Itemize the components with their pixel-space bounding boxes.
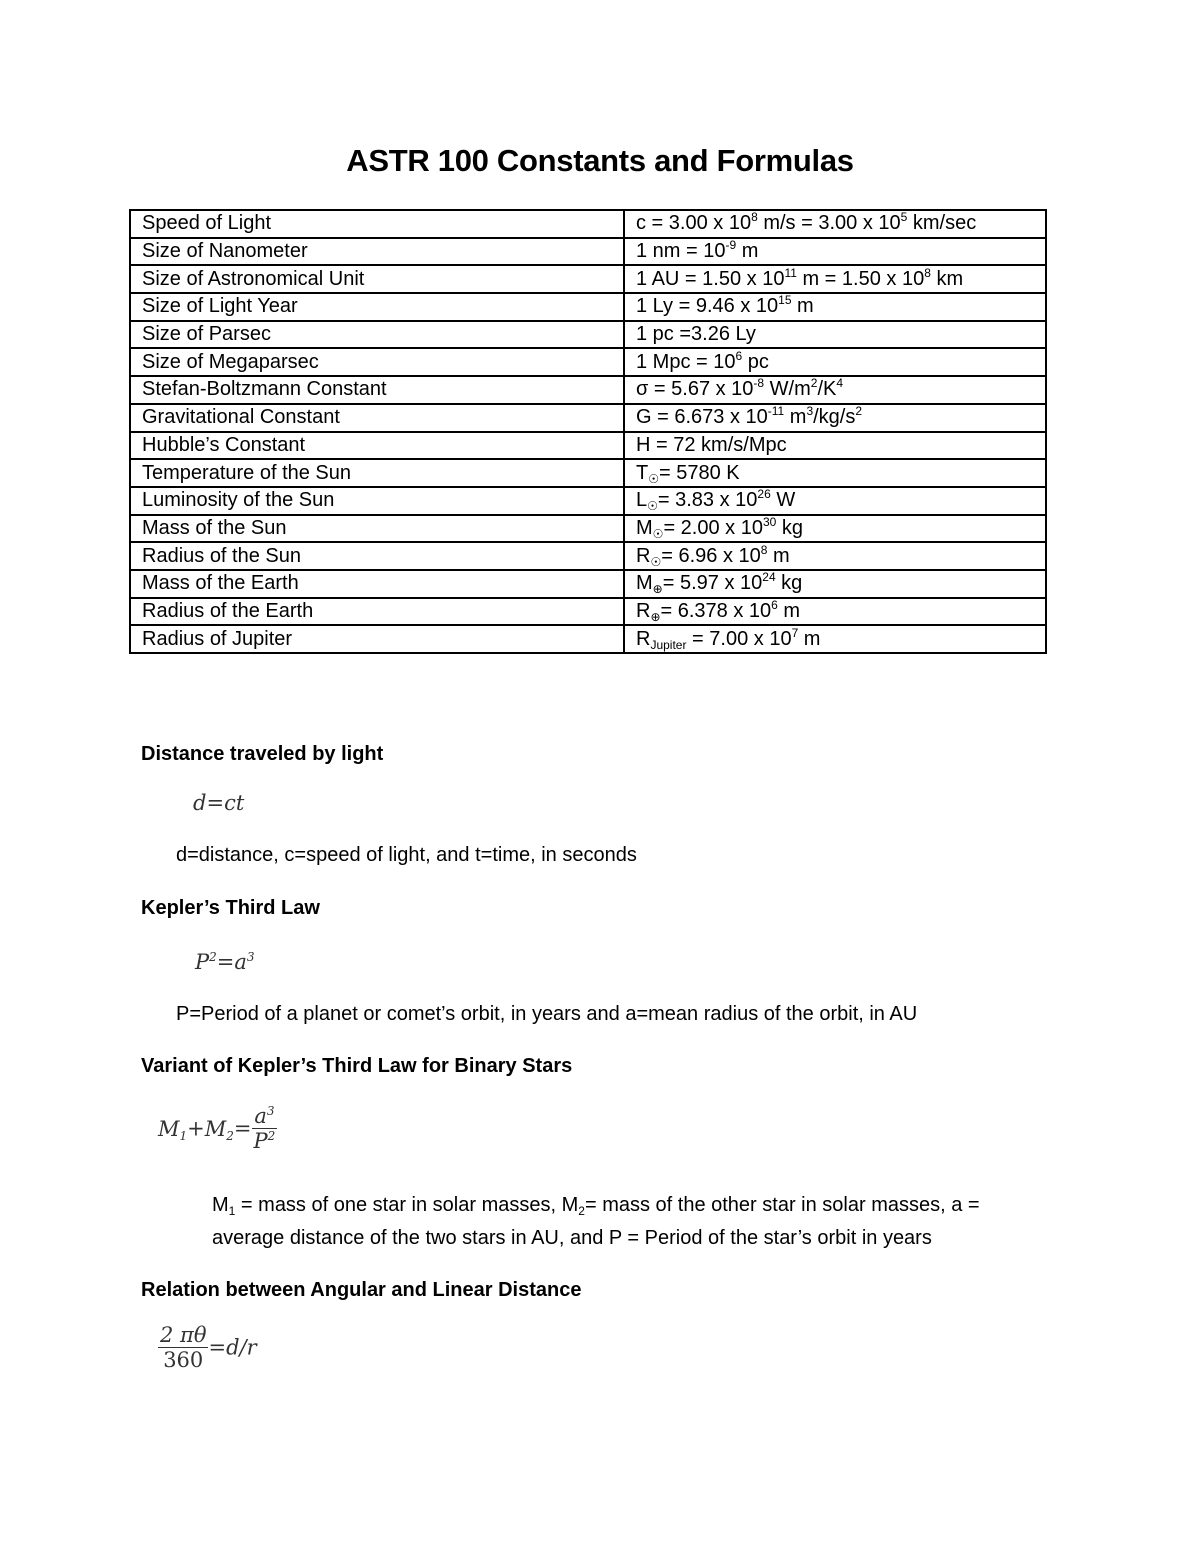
constant-name: Size of Parsec bbox=[130, 321, 624, 349]
formula-rhs: =d/r bbox=[208, 1335, 257, 1360]
constant-value bbox=[624, 265, 1046, 293]
constant-value-part: = 2.00 x 10 bbox=[663, 516, 763, 539]
constant-row bbox=[130, 487, 1046, 515]
note-kepler: P=Period of a planet or comet’s orbit, in years and a=mean radius of the orbit, in AU bbox=[176, 1003, 918, 1025]
constant-name: Mass of the Sun bbox=[130, 515, 624, 543]
formula-period: P bbox=[195, 950, 210, 974]
page-title: ASTR 100 Constants and Formulas bbox=[346, 143, 854, 178]
constant-value-part: 6 bbox=[771, 597, 778, 612]
formula-period-exponent: 2 bbox=[209, 950, 217, 964]
constant-value-part: = 6.378 x 10 bbox=[660, 599, 772, 622]
constant-row bbox=[130, 432, 1046, 460]
constant-value-part: m bbox=[736, 240, 759, 263]
formula-lhs: d bbox=[193, 791, 207, 815]
constant-value-part: W bbox=[770, 489, 796, 512]
constant-value-part: = 3.83 x 10 bbox=[657, 489, 758, 512]
constant-value-part: 1 Mpc = 10 bbox=[636, 350, 736, 373]
formula-mass-2: $M_2$ bbox=[204, 1116, 234, 1143]
constant-value-part: ☉ bbox=[648, 471, 659, 486]
heading-kepler: Kepler’s Third Law bbox=[141, 897, 320, 919]
constant-name: Mass of the Earth bbox=[130, 570, 624, 598]
constant-value-part: 5 bbox=[900, 210, 908, 225]
constant-value bbox=[624, 570, 1046, 598]
constant-value-part: 30 bbox=[762, 514, 777, 529]
constant-value-part: -9 bbox=[725, 238, 737, 253]
constant-row bbox=[130, 625, 1046, 653]
constant-value bbox=[624, 598, 1046, 626]
formula-fraction bbox=[252, 1104, 278, 1153]
constant-value-part: ☉ bbox=[650, 554, 662, 569]
constant-value-part: 6 bbox=[735, 348, 743, 363]
constant-value-part: m/s = 3.00 x 10 bbox=[757, 212, 901, 235]
constant-name: Size of Megaparsec bbox=[130, 348, 624, 376]
constant-value-part: 11 bbox=[784, 265, 797, 280]
constant-value bbox=[624, 625, 1046, 653]
constant-row bbox=[130, 542, 1046, 570]
constant-row bbox=[130, 293, 1046, 321]
constant-value bbox=[624, 321, 1046, 349]
constant-value-part: 26 bbox=[757, 487, 771, 502]
constant-value-part: /K bbox=[817, 378, 837, 401]
constant-name: Gravitational Constant bbox=[130, 404, 624, 432]
formula-equals: = bbox=[233, 1116, 252, 1141]
constant-name: Size of Nanometer bbox=[130, 238, 624, 266]
constant-value-part: m bbox=[777, 599, 801, 622]
constant-value bbox=[624, 459, 1046, 487]
constant-value-part: T bbox=[636, 461, 649, 484]
constant-value-part: km bbox=[930, 267, 964, 290]
constant-value bbox=[624, 542, 1046, 570]
constant-value-part: M bbox=[636, 516, 653, 539]
constant-value-part: kg bbox=[775, 572, 803, 595]
constant-value bbox=[624, 515, 1046, 543]
constant-value-part: G = 6.673 x 10 bbox=[636, 406, 768, 429]
constant-name: Temperature of the Sun bbox=[130, 459, 624, 487]
constant-row bbox=[130, 321, 1046, 349]
constant-value-part: M bbox=[636, 572, 653, 595]
formula-rhs: ct bbox=[224, 791, 245, 815]
formula-plus: + bbox=[187, 1116, 205, 1141]
constant-value bbox=[624, 238, 1046, 266]
constant-value-part: ⊕ bbox=[652, 582, 663, 597]
formula-kepler bbox=[195, 950, 255, 974]
constant-value-part: m bbox=[784, 406, 807, 429]
formula-denominator: $P^2$ bbox=[253, 1129, 276, 1153]
heading-light-distance: Distance traveled by light bbox=[141, 743, 384, 765]
constant-row bbox=[130, 376, 1046, 404]
formula-equals: = bbox=[206, 791, 225, 815]
constant-value-part: H = 72 km/s/Mpc bbox=[636, 433, 787, 456]
constant-value-part: = 6.96 x 10 bbox=[661, 544, 761, 567]
constant-value bbox=[624, 348, 1046, 376]
constant-value-part: W/m bbox=[764, 378, 811, 401]
constant-row bbox=[130, 515, 1046, 543]
constant-row bbox=[130, 404, 1046, 432]
formula-mass-1: $M_1$ bbox=[158, 1116, 188, 1143]
constant-name: Luminosity of the Sun bbox=[130, 487, 624, 515]
constant-value-part: ☉ bbox=[652, 526, 664, 541]
constant-name: Radius of the Earth bbox=[130, 598, 624, 626]
constant-value-part: kg bbox=[776, 516, 804, 539]
formula-numerator: 2 πθ bbox=[160, 1323, 207, 1347]
formula-angular-distance bbox=[158, 1323, 257, 1372]
heading-angular-distance: Relation between Angular and Linear Distance bbox=[141, 1279, 582, 1301]
constant-name: Size of Astronomical Unit bbox=[130, 265, 624, 293]
constant-value-part: 1 Ly = 9.46 x 10 bbox=[636, 295, 779, 318]
constant-value-part: = 5780 K bbox=[658, 461, 740, 484]
constant-value bbox=[624, 293, 1046, 321]
constant-value-part: = 5.97 x 10 bbox=[662, 572, 763, 595]
constant-value-part: 1 pc =3.26 Ly bbox=[636, 323, 756, 346]
formula-numerator: $a^3$ bbox=[252, 1104, 278, 1129]
formula-equals: = bbox=[216, 950, 235, 974]
constant-name: Speed of Light bbox=[130, 210, 624, 238]
constant-row bbox=[130, 459, 1046, 487]
constant-name: Stefan-Boltzmann Constant bbox=[130, 376, 624, 404]
constant-value-part: c = 3.00 x 10 bbox=[636, 212, 752, 235]
constant-value bbox=[624, 376, 1046, 404]
constant-name: Radius of the Sun bbox=[130, 542, 624, 570]
note-binary-stars-line1: $M_1$ = mass of one star in solar masses, $M_2=$ mass of the other star in solar masses, a = bbox=[212, 1194, 980, 1218]
constant-value-part: -11 bbox=[767, 404, 785, 419]
constant-value-part: /kg/s bbox=[813, 406, 856, 429]
constant-value-part: m bbox=[767, 544, 790, 567]
constant-value-part: 2 bbox=[810, 376, 818, 391]
constant-value-part: R bbox=[636, 627, 651, 650]
constant-value-part: 7 bbox=[791, 625, 799, 640]
constant-value bbox=[624, 432, 1046, 460]
formula-fraction bbox=[158, 1323, 208, 1372]
formula-binary-stars bbox=[158, 1104, 277, 1153]
constant-value-part: m bbox=[798, 627, 821, 650]
constant-value-part: 3 bbox=[806, 404, 814, 419]
constant-value bbox=[624, 404, 1046, 432]
constant-value-part: 4 bbox=[836, 376, 844, 391]
heading-binary-stars: Variant of Kepler’s Third Law for Binary Stars bbox=[141, 1055, 573, 1077]
constant-row bbox=[130, 598, 1046, 626]
constant-row bbox=[130, 348, 1046, 376]
formula-axis-exponent: 3 bbox=[246, 950, 255, 964]
constant-row bbox=[130, 570, 1046, 598]
constant-value-part: 8 bbox=[924, 265, 931, 280]
note-binary-stars-line2: average distance of the two stars in AU, and P = Period of the star’s orbit in years bbox=[212, 1227, 932, 1249]
constant-value-part: m = 1.50 x 10 bbox=[796, 267, 925, 290]
constant-value bbox=[624, 487, 1046, 515]
constant-value-part: 15 bbox=[778, 293, 792, 308]
constant-name: Size of Light Year bbox=[130, 293, 624, 321]
constant-value-part: pc bbox=[742, 350, 769, 373]
constant-row bbox=[130, 265, 1046, 293]
constant-name: Radius of Jupiter bbox=[130, 625, 624, 653]
constant-value-part: = 7.00 x 10 bbox=[686, 627, 792, 650]
constant-value-part: km/sec bbox=[907, 212, 977, 235]
constant-value-part: 8 bbox=[760, 542, 768, 557]
formula-light-distance bbox=[193, 791, 244, 815]
constant-value-part: ☉ bbox=[647, 499, 658, 514]
constant-row bbox=[130, 238, 1046, 266]
constant-value-part: -8 bbox=[753, 376, 765, 391]
constant-value-part: 1 nm = 10 bbox=[636, 240, 726, 263]
constant-name: Hubble’s Constant bbox=[130, 432, 624, 460]
constant-value-part: 1 AU = 1.50 x 10 bbox=[636, 267, 785, 290]
constant-value-part: L bbox=[636, 489, 648, 512]
constant-value-part: ⊕ bbox=[650, 609, 661, 624]
formula-axis: a bbox=[234, 950, 247, 974]
constant-value bbox=[624, 210, 1046, 238]
constant-value-part: R bbox=[636, 599, 651, 622]
constant-value-part: Jupiter bbox=[650, 637, 687, 652]
constant-row bbox=[130, 210, 1046, 238]
constant-value-part: 24 bbox=[762, 570, 776, 585]
formula-denominator: 360 bbox=[163, 1348, 204, 1372]
constant-value-part: σ = 5.67 x 10 bbox=[636, 378, 754, 401]
constant-value-part: 2 bbox=[855, 404, 863, 419]
constant-value-part: R bbox=[636, 544, 651, 567]
constant-value-part: m bbox=[791, 295, 814, 318]
constants-table bbox=[129, 209, 1047, 654]
constant-value-part: 8 bbox=[751, 210, 758, 225]
note-light-distance: d=distance, c=speed of light, and t=time, in seconds bbox=[176, 844, 637, 866]
